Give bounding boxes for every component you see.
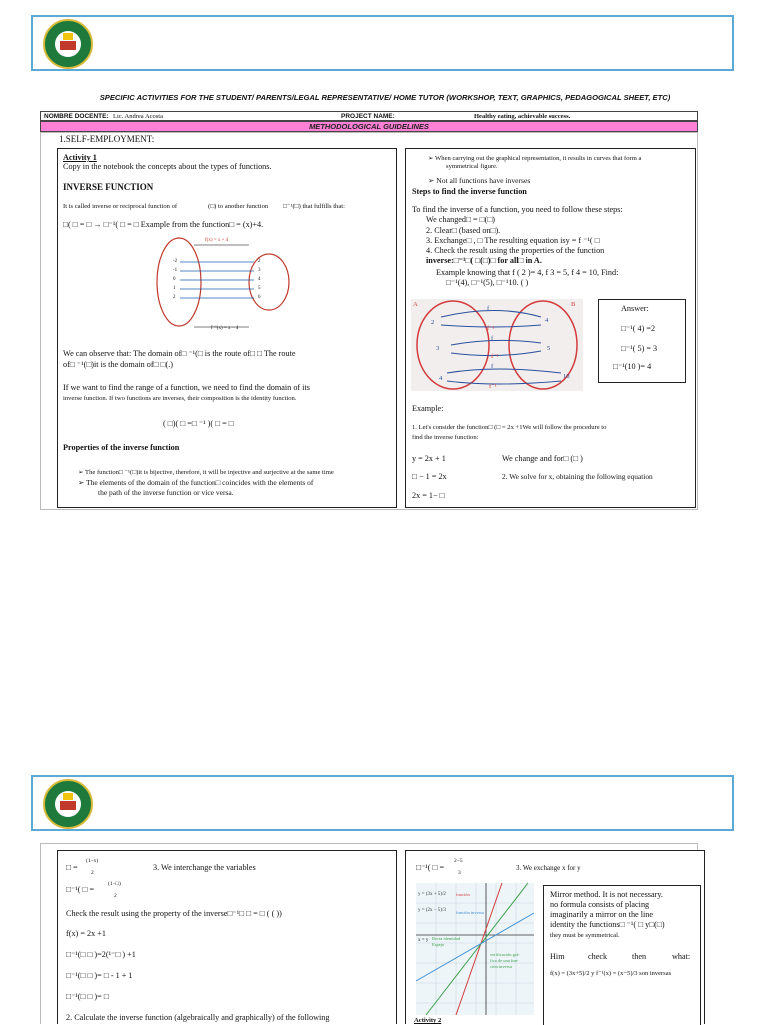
steps-intro: To find the inverse of a function, you need to follow these steps:: [412, 205, 623, 214]
mirror-method-box: [543, 885, 701, 1025]
page1-header-frame: [31, 15, 734, 71]
step-3: 3. Exchange□ , □ The resulting equation isy = f ⁻¹( □: [426, 236, 600, 245]
range-value: 5: [258, 286, 261, 291]
activity-1-instruction: Copy in the notebook the concepts about the types of functions.: [63, 162, 272, 171]
photo-label-finv: f⁻¹: [487, 325, 495, 332]
example-knowing-a: Example knowing that f ( 2 )= 4, f 3 = 5, f 4 = 10, Find:: [436, 268, 619, 277]
activity-2-label: Activity 2: [414, 1017, 442, 1024]
graph-label-verif-1: verificación grá-: [490, 952, 520, 957]
page2-left-column: [57, 850, 397, 1024]
equation-2-note: 2. We solve for x, obtaining the following equation: [502, 472, 653, 481]
check-line-1: f(x) = 2x +1: [66, 929, 106, 938]
graph-label-verif-2: fica de una fun-: [490, 958, 519, 963]
range-value: 3: [258, 268, 261, 273]
answer-title: Answer:: [621, 304, 649, 313]
mirror-line-3: imaginarily a mirror on the line: [550, 910, 653, 919]
page2-header-frame: [31, 775, 734, 831]
exchange-note: 3. We exchange x for y: [516, 864, 581, 872]
handdrawn-diagram-photo: [411, 299, 583, 391]
photo-label-4: 4: [545, 317, 549, 324]
page1-right-column: [405, 148, 696, 508]
frac-b-num: (1−□): [108, 881, 121, 887]
observation-line-2: of□ ⁻¹(□)it is the domain of□ □(.): [63, 360, 174, 369]
graph-label-xy: x = y: [418, 938, 429, 943]
definition-formula: □( □ = □ → □⁻¹( □ = □ Example from the function□ = (x)+4.: [63, 220, 264, 229]
page1-left-column: [57, 148, 397, 508]
graph-label-funcion: función: [456, 892, 470, 897]
check-line-2: □⁻¹(□ □ )=2(¹⁻□ ) +1: [66, 950, 136, 959]
inverse-frac-num: 2−5: [454, 858, 463, 864]
equation-3: 2x = 1− □: [412, 491, 445, 500]
mapping-top-label: f(x) = x + 4: [205, 238, 229, 243]
inverse-eq-lhs: □⁻¹( □ =: [416, 863, 445, 872]
property-2a: ➢ The elements of the domain of the function□ coincides with the elements of: [78, 478, 314, 487]
check-word-1: Him: [550, 952, 565, 961]
step-4b: inverse:□⁻¹□( □(□)□ for all□ in A.: [426, 256, 542, 265]
mapping-diagram: [154, 237, 304, 337]
step-1: We changed□ = □(□): [426, 215, 496, 224]
school-seal-logo: [43, 19, 93, 69]
answer-box: [598, 299, 686, 383]
methodological-guidelines-bar: METHODOLOGICAL GUIDELINES: [40, 121, 698, 132]
equation-2: □ − 1 = 2x: [412, 472, 447, 481]
check-word-4: what:: [672, 952, 691, 961]
example-1b: find the inverse function:: [412, 434, 479, 441]
step-4a: 4. Check the result using the properties of the function: [426, 246, 605, 255]
domain-value: 0: [173, 277, 176, 282]
task-2: 2. Calculate the inverse function (algebraically and graphically) of the following: [66, 1013, 330, 1022]
answer-3: □⁻¹(10 )= 4: [613, 362, 652, 371]
teacher-label: NOMBRE DOCENTE:: [44, 113, 109, 120]
definition-part-b: (□) to another function: [208, 203, 269, 210]
equation-1: y = 2x + 1: [412, 454, 446, 463]
composition-formula: ( □)( □ =□ ⁻¹ )( □ = □: [163, 419, 234, 428]
example-label: Example:: [412, 404, 444, 413]
section-title: 1.SELF-EMPLOYMENT:: [59, 134, 155, 144]
frac-a-den: 2: [91, 870, 94, 876]
mapping-bottom-label: f⁻¹(x) = x − 4: [211, 326, 239, 331]
range-line-2: inverse function. If two functions are inverses, their composition is the identity function.: [63, 395, 297, 402]
eq-b-lhs: □⁻¹( □ =: [66, 885, 95, 894]
graph-label-finv: y = (2x − 5)/3: [418, 908, 446, 913]
bullet-symmetry-a: ➢ When carrying out the graphical representation, it results in curves that form a: [428, 155, 642, 162]
check-word-3: then: [632, 952, 647, 961]
photo-label-4: 4: [439, 375, 443, 382]
photo-label-f: f: [491, 335, 494, 342]
property-2b: the path of the inverse function or vice versa.: [98, 488, 234, 497]
photo-label-3: 3: [436, 345, 440, 352]
photo-label-f: f: [487, 305, 490, 312]
inverse-frac-den: 3: [458, 870, 461, 876]
range-value: 4: [258, 277, 261, 282]
graph-label-verif-3: ción inversa: [490, 964, 512, 969]
photo-label-finv: f⁻¹: [491, 353, 499, 360]
activity-1-label: Activity 1: [63, 153, 97, 162]
definition-part-a: It is called inverse or reciprocal function of: [63, 203, 178, 210]
photo-label-2: 2: [431, 319, 435, 326]
photo-label-5: 5: [547, 345, 551, 352]
photo-label-10: 10: [563, 373, 570, 380]
inverse-function-heading: INVERSE FUNCTION: [63, 182, 154, 192]
check-line-4: □⁻¹(□ □ )= □: [66, 992, 109, 1001]
answer-1: □⁻¹( 4) =2: [621, 324, 656, 333]
domain-value: 2: [173, 295, 176, 300]
steps-heading: Steps to find the inverse function: [412, 187, 527, 196]
mirror-line-1: Mirror method. It is not necessary.: [550, 890, 663, 899]
page2-right-column: [405, 850, 705, 1024]
photo-label-a: A: [413, 301, 418, 308]
graph-label-recta: Recta identidad: [432, 936, 461, 941]
domain-value: 1: [173, 286, 176, 291]
graph-label-funcion-inversa: función inversa: [456, 910, 484, 915]
domain-value: -1: [173, 268, 178, 273]
check-line-3: □⁻¹(□ □ )= □ - 1 + 1: [66, 971, 133, 980]
photo-label-finv: f⁻¹: [489, 383, 497, 390]
frac-a-num: (1−x): [86, 858, 99, 864]
mirror-line-2: no formula consists of placing: [550, 900, 650, 909]
photo-label-f: f: [491, 363, 494, 370]
step-2: 2. Clear□ (based on□).: [426, 226, 501, 235]
eq-a-lhs: □ =: [66, 863, 78, 872]
range-line-1: If we want to find the range of a function, we need to find the domain of its: [63, 383, 310, 392]
check-property: Check the result using the property of the inverse□⁻¹□ □ = □ ( ( )): [66, 909, 282, 918]
page1-title-bar: SPECIFIC ACTIVITIES FOR THE STUDENT/ PARENTS/LEGAL REPRESENTATIVE/ HOME TUTOR (WORKSHOP, TEXT, GRAPHICS, PEDAGOGICAL SHEET, ETC): [99, 93, 671, 102]
range-value: 6: [258, 295, 261, 300]
check-word-2: check: [588, 952, 608, 961]
graph-label-f: y = (3x + 5)/2: [418, 892, 446, 897]
school-seal-logo: [43, 779, 93, 829]
inverse-graph-image: [416, 883, 534, 1015]
graph-label-espejo: Espejo: [432, 942, 445, 947]
mirror-line-5: they must be symmetrical.: [550, 932, 620, 939]
example-1a: 1. Let's consider the function□ (□ = 2x +1We will follow the procedure to: [412, 424, 607, 431]
answer-2: □⁻¹( 5) = 3: [621, 344, 658, 353]
bullet-not-all: ➢ Not all functions have inverses: [428, 176, 531, 185]
property-1: ➢ The function□ ⁻¹(□)it is bijective, therefore, it will be injective and surjective at the same time: [78, 469, 334, 476]
bullet-symmetry-b: symmetrical figure.: [446, 163, 498, 170]
equation-1-note: We change and for□ (□ ): [502, 454, 583, 463]
range-value: 2: [258, 259, 261, 264]
teacher-project-row: [40, 111, 698, 121]
note-a: 3. We interchange the variables: [153, 863, 256, 872]
example-knowing-b: □⁻¹(4), □⁻¹(5), □⁻¹10. ( ): [446, 278, 529, 287]
project-label: PROJECT NAME:: [341, 113, 395, 120]
teacher-name: Lic. Andrea Acosta: [113, 113, 163, 120]
properties-heading: Properties of the inverse function: [63, 443, 180, 452]
definition-part-c: □⁻¹(□) that fulfills that:: [283, 203, 345, 210]
project-name: Healthy eating, achievable success.: [474, 113, 571, 120]
domain-value: -2: [173, 259, 178, 264]
mirror-line-4: identity the functions□ ⁻¹( □ y□(□): [550, 920, 665, 929]
photo-label-b: B: [571, 301, 576, 308]
frac-b-den: 2: [114, 893, 117, 899]
inverse-pair-formula: f(x) = (3x+5)/2 y f⁻¹(x) = (x−5)/3 son inversas: [550, 970, 672, 977]
observation-line-1: We can observe that: The domain of□ ⁻¹(□ is the route of□ □ The route: [63, 349, 296, 358]
